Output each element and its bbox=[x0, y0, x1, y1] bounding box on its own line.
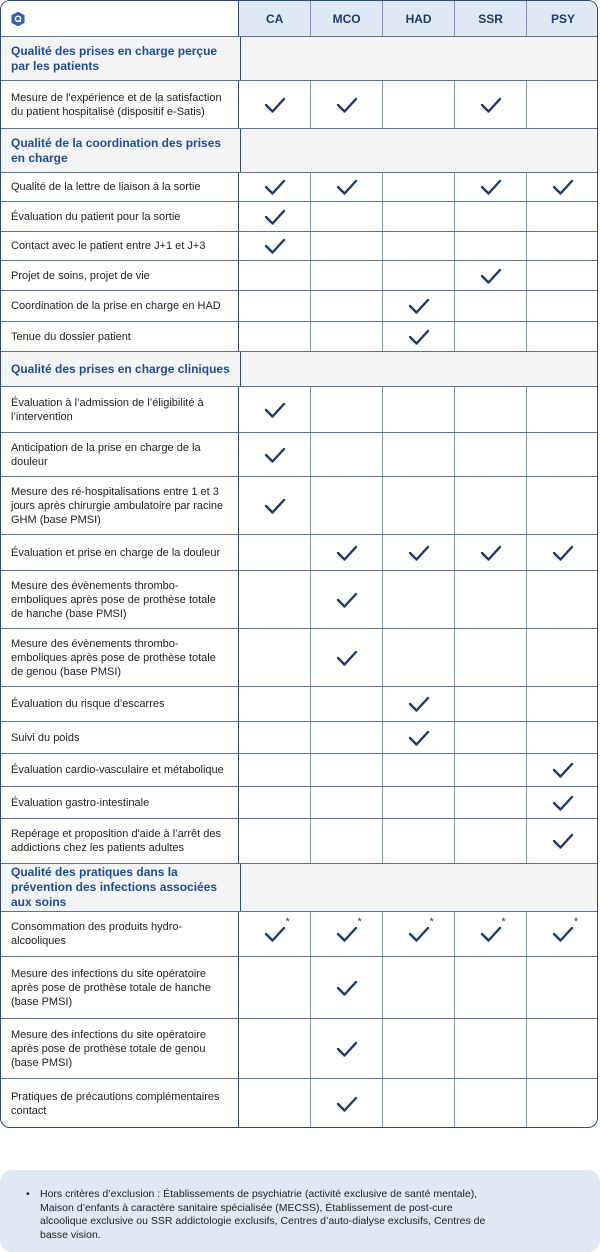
cell-mco bbox=[311, 687, 383, 721]
indicator-label: Qualité de la lettre de liaison à la sortie bbox=[1, 173, 239, 201]
check-icon bbox=[480, 96, 502, 114]
cell-mco bbox=[311, 173, 383, 201]
cell-had bbox=[383, 629, 455, 686]
cell-had bbox=[383, 957, 455, 1018]
check-icon bbox=[264, 96, 286, 114]
cell-ssr bbox=[455, 232, 527, 260]
cell-ca bbox=[239, 629, 311, 686]
table-header bbox=[1, 1, 598, 36]
section-spacer bbox=[241, 864, 598, 911]
table-row bbox=[1, 201, 598, 231]
cell-psy bbox=[527, 535, 598, 570]
table-row bbox=[1, 260, 598, 290]
cell-ca bbox=[239, 387, 311, 432]
indicator-label: Évaluation et prise en charge de la douleur bbox=[1, 535, 239, 570]
cell-ca bbox=[239, 202, 311, 231]
table-row bbox=[1, 80, 598, 128]
table-row bbox=[1, 290, 598, 321]
indicator-label: Tenue du dossier patient bbox=[1, 322, 239, 351]
cell-had bbox=[383, 912, 455, 956]
table-row bbox=[1, 386, 598, 432]
indicator-label: Évaluation du patient pour la sortie bbox=[1, 202, 239, 231]
cell-psy bbox=[527, 1019, 598, 1078]
check-icon bbox=[336, 591, 358, 609]
cell-mco bbox=[311, 629, 383, 686]
check-icon bbox=[264, 237, 286, 255]
cell-mco bbox=[311, 387, 383, 432]
cell-had bbox=[383, 202, 455, 231]
cell-psy bbox=[527, 81, 598, 128]
indicator-label: Consommation des produits hydro-alcooliques bbox=[1, 912, 239, 956]
cell-psy bbox=[527, 819, 598, 863]
check-icon bbox=[552, 832, 574, 850]
cell-psy bbox=[527, 1079, 598, 1128]
check-icon bbox=[336, 1040, 358, 1058]
check-icon bbox=[408, 328, 430, 346]
cell-psy bbox=[527, 754, 598, 786]
cell-ca bbox=[239, 433, 311, 476]
indicator-label: Projet de soins, projet de vie bbox=[1, 261, 239, 290]
cell-ssr bbox=[455, 629, 527, 686]
table-row bbox=[1, 534, 598, 570]
cell-ssr bbox=[455, 387, 527, 432]
table-row bbox=[1, 786, 598, 818]
asterisk: * bbox=[501, 916, 506, 928]
indicator-label: Évaluation gastro-intestinale bbox=[1, 787, 239, 818]
cell-ca bbox=[239, 535, 311, 570]
cell-psy bbox=[527, 322, 598, 351]
table-row bbox=[1, 231, 598, 260]
cell-ssr bbox=[455, 261, 527, 290]
cell-psy bbox=[527, 477, 598, 534]
exclusion-note-text: Hors critères d’exclusion : Établissements de psychiatrie (activité exclusive de santé mentale), Maison d’enfants à caractère sanitaire spécialisée (MECSS), Établissement de post-cure alcoolique exclusive ou SSR addictologie exclusifs, Centres d’auto-dialyse exclusifs, Centres de basse vision. bbox=[40, 1188, 486, 1241]
cell-had bbox=[383, 291, 455, 321]
cell-ca bbox=[239, 819, 311, 863]
check-icon bbox=[480, 925, 502, 943]
cell-ssr bbox=[455, 819, 527, 863]
cell-mco bbox=[311, 322, 383, 351]
cell-mco bbox=[311, 957, 383, 1018]
section-header bbox=[1, 128, 598, 172]
table-row bbox=[1, 721, 598, 753]
check-icon bbox=[480, 544, 502, 562]
cell-mco bbox=[311, 571, 383, 628]
cell-had bbox=[383, 535, 455, 570]
cell-psy bbox=[527, 291, 598, 321]
cell-ssr bbox=[455, 1019, 527, 1078]
cell-had bbox=[383, 81, 455, 128]
check-icon bbox=[552, 544, 574, 562]
indicator-label: Contact avec le patient entre J+1 et J+3 bbox=[1, 232, 239, 260]
check-icon bbox=[336, 649, 358, 667]
section-title: Qualité des prises en charge perçue par les patients bbox=[1, 37, 241, 80]
section-spacer bbox=[241, 129, 598, 172]
cell-psy bbox=[527, 433, 598, 476]
cell-mco bbox=[311, 722, 383, 753]
indicator-label: Mesure des infections du site opératoire après pose de prothèse totale de hanche (base PMSI) bbox=[1, 957, 239, 1018]
check-icon bbox=[336, 979, 358, 997]
check-icon bbox=[336, 544, 358, 562]
cell-ssr bbox=[455, 81, 527, 128]
cell-ca bbox=[239, 81, 311, 128]
cell-mco bbox=[311, 1019, 383, 1078]
table-row bbox=[1, 628, 598, 686]
cell-ssr bbox=[455, 1079, 527, 1128]
column-header-psy: PSY bbox=[527, 1, 598, 36]
cell-mco bbox=[311, 754, 383, 786]
cell-had bbox=[383, 1079, 455, 1128]
cell-mco bbox=[311, 81, 383, 128]
column-header-ssr: SSR bbox=[455, 1, 527, 36]
cell-had bbox=[383, 722, 455, 753]
check-icon bbox=[552, 761, 574, 779]
indicator-label: Évaluation à l’admission de l’éligibilité à l’intervention bbox=[1, 387, 239, 432]
check-icon bbox=[264, 497, 286, 515]
cell-ssr bbox=[455, 535, 527, 570]
cell-mco bbox=[311, 912, 383, 956]
table-row bbox=[1, 476, 598, 534]
cell-had bbox=[383, 433, 455, 476]
check-icon bbox=[336, 925, 358, 943]
table-row bbox=[1, 686, 598, 721]
table-row bbox=[1, 570, 598, 628]
cell-ssr bbox=[455, 477, 527, 534]
check-icon bbox=[264, 925, 286, 943]
cell-ca bbox=[239, 322, 311, 351]
check-icon bbox=[336, 96, 358, 114]
check-icon bbox=[408, 695, 430, 713]
cell-ca bbox=[239, 1019, 311, 1078]
cell-ssr bbox=[455, 202, 527, 231]
cell-ca bbox=[239, 957, 311, 1018]
section-title: Qualité des prises en charge cliniques bbox=[1, 352, 241, 386]
indicator-label: Mesure des évènements thrombo-emboliques après pose de prothèse totale de genou (base PMSI) bbox=[1, 629, 239, 686]
cell-psy bbox=[527, 387, 598, 432]
column-header-mco: MCO bbox=[311, 1, 383, 36]
indicator-label: Mesure de l'expérience et de la satisfaction du patient hospitalisé (dispositif e-Satis) bbox=[1, 81, 239, 128]
header-logo-cell bbox=[1, 1, 239, 36]
table-row bbox=[1, 753, 598, 786]
cell-had bbox=[383, 1019, 455, 1078]
cell-psy bbox=[527, 912, 598, 956]
cell-ca bbox=[239, 687, 311, 721]
indicator-label: Pratiques de précautions complémentaires contact bbox=[1, 1079, 239, 1128]
check-icon bbox=[480, 178, 502, 196]
exclusion-note bbox=[0, 1170, 600, 1252]
check-icon bbox=[264, 446, 286, 464]
table-row bbox=[1, 911, 598, 956]
check-icon bbox=[336, 1095, 358, 1113]
cell-ssr bbox=[455, 433, 527, 476]
cell-ssr bbox=[455, 787, 527, 818]
table-row bbox=[1, 432, 598, 476]
cell-ssr bbox=[455, 957, 527, 1018]
check-icon bbox=[264, 178, 286, 196]
cell-ca bbox=[239, 232, 311, 260]
cell-had bbox=[383, 173, 455, 201]
indicator-label: Évaluation cardio-vasculaire et métabolique bbox=[1, 754, 239, 786]
cell-psy bbox=[527, 687, 598, 721]
cell-psy bbox=[527, 629, 598, 686]
asterisk: * bbox=[573, 916, 579, 928]
section-title: Qualité de la coordination des prises en charge bbox=[1, 129, 241, 172]
asterisk: * bbox=[285, 916, 290, 928]
indicator-label: Mesure des infections du site opératoire après pose de prothèse totale de genou (base PMSI) bbox=[1, 1019, 239, 1078]
cell-ssr bbox=[455, 722, 527, 753]
check-icon bbox=[264, 401, 286, 419]
check-icon bbox=[552, 925, 574, 943]
cell-mco bbox=[311, 535, 383, 570]
check-icon bbox=[408, 544, 430, 562]
asterisk: * bbox=[357, 916, 362, 928]
check-icon bbox=[408, 729, 430, 747]
cell-had bbox=[383, 477, 455, 534]
bullet: • bbox=[26, 1188, 30, 1200]
indicator-label: Coordination de la prise en charge en HAD bbox=[1, 291, 239, 321]
check-icon bbox=[408, 925, 430, 943]
check-icon bbox=[336, 178, 358, 196]
cell-psy bbox=[527, 787, 598, 818]
table-row bbox=[1, 818, 598, 863]
cell-ca bbox=[239, 1079, 311, 1128]
check-icon bbox=[264, 208, 286, 226]
cell-psy bbox=[527, 202, 598, 231]
column-header-had: HAD bbox=[383, 1, 455, 36]
section-spacer bbox=[241, 352, 598, 386]
cell-had bbox=[383, 571, 455, 628]
cell-ca bbox=[239, 912, 311, 956]
cell-ssr bbox=[455, 912, 527, 956]
table-row bbox=[1, 1078, 598, 1128]
cell-psy bbox=[527, 261, 598, 290]
check-icon bbox=[552, 794, 574, 812]
column-header-ca: CA bbox=[239, 1, 311, 36]
table-row bbox=[1, 956, 598, 1018]
cell-ca bbox=[239, 477, 311, 534]
cell-ca bbox=[239, 722, 311, 753]
cell-had bbox=[383, 787, 455, 818]
check-icon bbox=[552, 178, 574, 196]
cell-ca bbox=[239, 173, 311, 201]
cell-psy bbox=[527, 722, 598, 753]
table-row bbox=[1, 1018, 598, 1078]
cell-had bbox=[383, 232, 455, 260]
cell-ssr bbox=[455, 291, 527, 321]
cell-mco bbox=[311, 1079, 383, 1128]
cell-ca bbox=[239, 787, 311, 818]
cell-mco bbox=[311, 202, 383, 231]
cell-ca bbox=[239, 261, 311, 290]
cell-ssr bbox=[455, 687, 527, 721]
cell-had bbox=[383, 819, 455, 863]
cell-ssr bbox=[455, 322, 527, 351]
cell-psy bbox=[527, 232, 598, 260]
cell-mco bbox=[311, 291, 383, 321]
section-spacer bbox=[241, 37, 598, 80]
cell-had bbox=[383, 261, 455, 290]
section-header bbox=[1, 36, 598, 80]
cell-psy bbox=[527, 571, 598, 628]
indicator-label: Évaluation du risque d’escarres bbox=[1, 687, 239, 721]
indicator-label: Mesure des évènements thrombo-emboliques après pose de prothèse totale de hanche (base PMSI) bbox=[1, 571, 239, 628]
indicator-label: Repérage et proposition d'aide à l’arrêt des addictions chez les patients adultes bbox=[1, 819, 239, 863]
table-row bbox=[1, 172, 598, 201]
cell-mco bbox=[311, 261, 383, 290]
cell-mco bbox=[311, 232, 383, 260]
section-title: Qualité des pratiques dans la prévention des infections associées aux soins bbox=[1, 864, 241, 911]
check-icon bbox=[408, 297, 430, 315]
cell-ca bbox=[239, 754, 311, 786]
cell-ssr bbox=[455, 173, 527, 201]
cell-mco bbox=[311, 819, 383, 863]
indicator-label: Anticipation de la prise en charge de la douleur bbox=[1, 433, 239, 476]
table-row bbox=[1, 321, 598, 351]
cell-psy bbox=[527, 173, 598, 201]
indicator-label: Suivi du poids bbox=[1, 722, 239, 753]
cell-ssr bbox=[455, 571, 527, 628]
asterisk: * bbox=[429, 916, 434, 928]
cell-had bbox=[383, 754, 455, 786]
check-icon bbox=[480, 267, 502, 285]
cell-mco bbox=[311, 477, 383, 534]
cell-ssr bbox=[455, 754, 527, 786]
cell-psy bbox=[527, 957, 598, 1018]
cell-had bbox=[383, 387, 455, 432]
q-logo-icon bbox=[11, 12, 25, 26]
cell-mco bbox=[311, 433, 383, 476]
cell-had bbox=[383, 687, 455, 721]
indicator-label: Mesure des ré-hospitalisations entre 1 et 3 jours après chirurgie ambulatoire par racine GHM (base PMSI) bbox=[1, 477, 239, 534]
section-header bbox=[1, 351, 598, 386]
cell-had bbox=[383, 322, 455, 351]
cell-ca bbox=[239, 571, 311, 628]
cell-mco bbox=[311, 787, 383, 818]
cell-ca bbox=[239, 291, 311, 321]
section-header bbox=[1, 863, 598, 911]
